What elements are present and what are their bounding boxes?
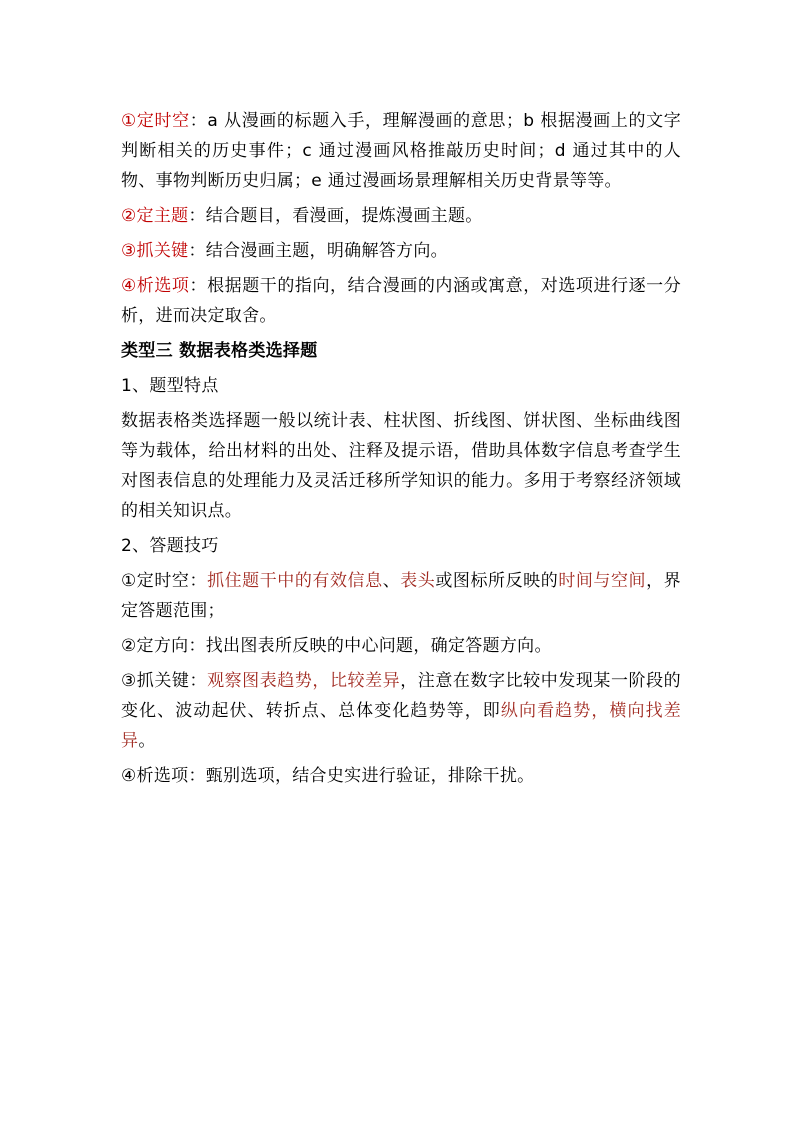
step-text: ：结合题目，看漫画，提炼漫画主题。 (188, 205, 483, 226)
technique-label: ①定时空： (121, 570, 208, 591)
plain-text: 或图标所反映的 (435, 570, 559, 591)
plain-text: 、 (382, 570, 401, 591)
paragraph-step-time-space (121, 103, 681, 198)
plain-text: ，注意在数字比较中发现某一阶段的变化、波动起伏、转折点、总体变化趋势等，即 (121, 670, 681, 721)
step-label: ①定时空 (121, 110, 190, 131)
step-label: ②定主题 (121, 205, 189, 226)
paragraph-step-options (121, 268, 681, 333)
section-heading: 类型三 数据表格类选择题 (121, 340, 318, 361)
paragraph-step-key (121, 233, 681, 268)
paragraph-technique-key (121, 663, 681, 758)
subheading-features: 1、题型特点 (121, 375, 219, 396)
paragraph-technique-direction: ②定方向：找出图表所反映的中心问题，确定答题方向。 (121, 635, 552, 656)
highlight-text: 观察图表趋势，比较差异 (207, 670, 401, 691)
step-text: ：结合漫画主题，明确解答方向。 (188, 240, 448, 261)
step-label: ③抓关键 (121, 240, 189, 261)
step-text: ：根据题干的指向，结合漫画的内涵或寓意，对选项进行逐一分析，进而决定取舍。 (121, 275, 681, 326)
highlight-text: 时间与空间 (558, 570, 647, 591)
document-page (121, 103, 681, 793)
paragraph-technique-time-space (121, 563, 681, 628)
technique-label: ③抓关键： (121, 670, 208, 691)
paragraph-features: 数据表格类选择题一般以统计表、柱状图、折线图、饼状图、坐标曲线图等为载体，给出材料的出处、注释及提示语，借助具体数字信息考查学生对图表信息的处理能力及灵活迁移所学知识的能力。多用于考察经济领域的相关知识点。 (121, 410, 681, 521)
step-label: ④析选项 (121, 275, 190, 296)
highlight-text: 表头 (400, 570, 436, 591)
paragraph-technique-options: ④析选项：甄别选项，结合史实进行验证，排除干扰。 (121, 765, 535, 786)
highlight-text: 抓住题干中的有效信息 (207, 570, 383, 591)
plain-text: 。 (138, 730, 156, 751)
paragraph-step-theme (121, 198, 681, 233)
subheading-techniques: 2、答题技巧 (121, 535, 219, 556)
highlight-text: 纵向看趋势，横向找差异 (121, 700, 681, 751)
step-text: ：a 从漫画的标题入手，理解漫画的意思；b 根据漫画上的文字判断相关的历史事件；c 通过漫画风格推敲历史时间；d 通过其中的人物、事物判断历史归属；e 通过漫画场景理解相关历史背景等等。 (121, 110, 681, 191)
plain-text: ，界定答题范围； (121, 570, 681, 621)
